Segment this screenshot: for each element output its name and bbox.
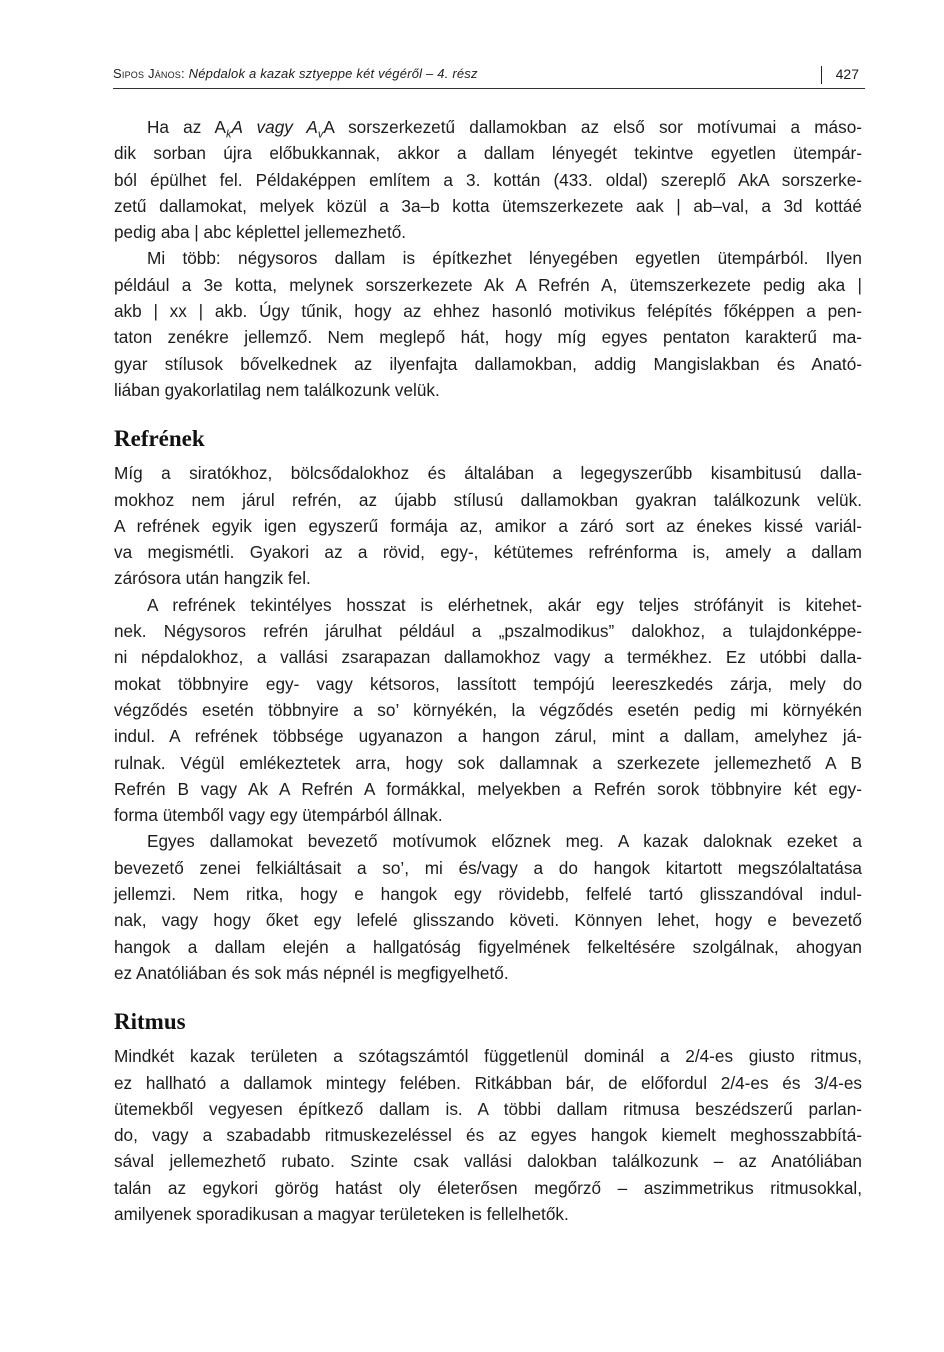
page-number: 427 [835, 66, 859, 82]
text-line: jellemzi. Nem ritka, hogy e hangok egy rövidebb, felfelé tartó glisszandóval indul- [114, 884, 862, 905]
text-line: ez Anatóliában és sok más népnél is megfigyelhető. [114, 962, 509, 983]
text-line: nak, vagy hogy őket egy lefelé glisszando követi. Könnyen lehet, hogy e bevezető [114, 910, 862, 931]
text-line [114, 114, 862, 140]
text-line: Mindkét kazak területen a szótagszámtól függetlenül dominál a 2/4-es giusto ritmus, [114, 1046, 862, 1067]
running-header [113, 66, 865, 88]
text-line: akb | xx | akb. Úgy tűnik, hogy az ehhez hasonló motivikus felépítés főképpen a pen- [114, 301, 862, 322]
text-line: ütemekből vegyesen építkező dallam is. A többi dallam ritmusa beszédszerű parlan- [114, 1098, 862, 1119]
text-line: végződés esetén többnyire a so’ környékén, la végződés esetén pedig mi környékén [114, 699, 862, 720]
text-line: Egyes dallamokat bevezető motívumok előznek meg. A kazak daloknak ezeket a [147, 831, 862, 852]
text-line: ból épülhet fel. Példaképpen említem a 3. kottán (433. oldal) szereplő AkA sorszerke- [114, 169, 862, 190]
text-line: zárósora után hangzik fel. [114, 568, 311, 589]
header-author: Sipos János: [113, 66, 185, 81]
running-header-title [113, 66, 478, 81]
subscript: k [226, 128, 232, 141]
text-line: indul. A refrének többsége ugyanazon a hangon zárul, mint a dallam, amelyhez já- [114, 726, 862, 747]
text-line: mokhoz nem járul refrén, az újabb stílusú dallamokban gyakran találkozunk velük. [114, 489, 862, 510]
text-line: zetű dallamokat, melyek közül a 3a–b kotta ütemszerkezete aak | ab–val, a 3d kottáé [114, 195, 862, 216]
text-line: va megismétli. Gyakori az a rövid, egy-, kétütemes refrénforma is, amely a dallam [114, 542, 862, 563]
text-line: ni népdalokhoz, a vallási zsarapazan dallamokhoz vagy a termékhez. Ez utóbbi dalla- [114, 647, 862, 668]
body-text [114, 114, 862, 1227]
text-line: talán az egykori görög hatást oly életerősen megőrző – aszimmetrikus ritmusokkal, [114, 1177, 862, 1198]
text-line: például a 3e kotta, melynek sorszerkezete Ak A Refrén A, ütemszerkezete pedig aka | [114, 274, 862, 295]
text-line: forma ütemből vagy egy ütempárból állnak. [114, 805, 443, 826]
text-line: mokat többnyire egy- vagy kétsoros, lassított tempójú leereszkedés zárja, mely do [114, 673, 862, 694]
text-fragment: Ha az A [147, 117, 227, 137]
text-line: ez hallható a dallamok mintegy felében. Ritkábban bár, de előfordul 2/4-es és 3/4-es [114, 1072, 862, 1093]
text-line: liában gyakorlatilag nem találkozunk velük. [114, 379, 440, 400]
text-line: rulnak. Végül emlékeztetek arra, hogy sok dallamnak a szerkezete jellemezhető A B [114, 752, 862, 773]
header-rule [113, 88, 865, 89]
text-line: nek. Négysoros refrén járulhat például a „pszalmodikus” dalokhoz, a tulajdonképpe- [114, 621, 862, 642]
text-line: Mi több: négysoros dallam is építkezhet lényegében egyetlen ütempárból. Ilyen [147, 248, 862, 269]
text-line: dik sorban újra előbukkannak, akkor a dallam lényegét tekintve egyetlen ütempár- [114, 143, 862, 164]
text-line: bevezető zenei felkiáltásait a so’, mi és/vagy a do hangok kitartott megszólaltatása [114, 857, 862, 878]
text-line: do, vagy a szabadabb ritmuskezeléssel és az egyes hangok kiemelt meghosszabbítá- [114, 1125, 862, 1146]
text-line: sával jellemezhető rubato. Szinte csak vallási dalokban találkozunk – az Anatóliában [114, 1151, 862, 1172]
text-line: A refrének egyik igen egyszerű formája az, amikor a záró sort az énekes kissé variál- [114, 515, 862, 536]
text-line: amilyenek sporadikusan a magyar területeken is fellelhetők. [114, 1203, 569, 1224]
section-heading-refrenek: Refrének [114, 426, 205, 452]
header-work-title: Népdalok a kazak sztyeppe két végéről – 4. rész [188, 66, 478, 81]
text-line: Refrén B vagy Ak A Refrén A formákkal, melyekben a Refrén sorok többnyire két egy- [114, 778, 862, 799]
text-line: taton zenékre jellemző. Nem meglepő hát, hogy míg egyes pentaton karakterű ma- [114, 327, 862, 348]
section-heading-ritmus: Ritmus [114, 1009, 186, 1035]
text-fragment: A vagy A [231, 117, 318, 137]
text-line: pedig aba | abc képlettel jellemezhető. [114, 222, 407, 243]
text-line: gyar stílusok bővelkednek az ilyenfajta dallamokban, addig Mangislakban és Anató- [114, 353, 862, 374]
text-line: hangok a dallam elején a hallgatóság figyelmének felkeltésére szolgálnak, ahogyan [114, 936, 862, 957]
text-fragment: A sorszerkezetű dallamokban az első sor motívumai a máso- [323, 117, 862, 137]
header-separator-bar [821, 66, 822, 84]
text-line: A refrének tekintélyes hosszat is elérhetnek, akár egy teljes strófányit is kitehet- [147, 594, 862, 615]
text-line: Míg a siratókhoz, bölcsődalokhoz és általában a legegyszerűbb kisambitusú dalla- [114, 463, 862, 484]
subscript: v [317, 128, 324, 141]
